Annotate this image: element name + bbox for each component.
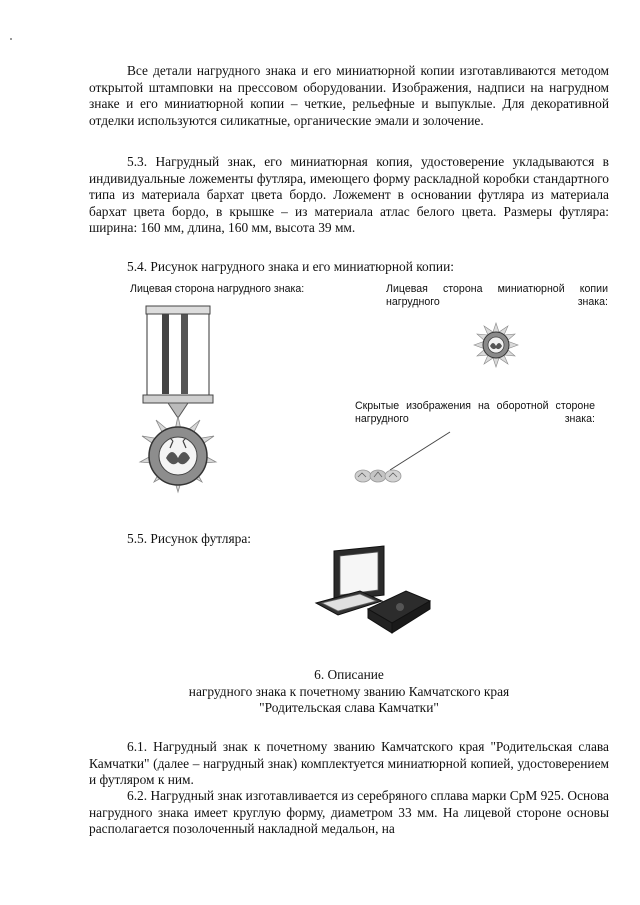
ribbon-stripe-right <box>181 313 188 394</box>
case-illustration <box>310 543 435 635</box>
badge-connector <box>168 403 188 418</box>
pointer-line <box>390 432 450 470</box>
label-hidden-images: Скрытые изображения на оборотной стороне нагрудного знака: <box>355 400 595 425</box>
case-lid-lining <box>340 552 378 595</box>
paragraph-5-4: 5.4. Рисунок нагрудного знака и его миниатюрной копии: <box>127 259 454 274</box>
section-title-line2: нагрудного знака к почетному званию Камчатского края <box>188 684 510 699</box>
section-title-line3: "Родительская слава Камчатки" <box>259 700 439 715</box>
section-title-line1: 6. Описание <box>314 667 384 682</box>
hidden-images-illustration <box>350 430 460 490</box>
badge-illustration <box>130 300 225 510</box>
ribbon-block <box>147 312 209 395</box>
scan-speck <box>10 38 12 40</box>
ribbon-top-bar <box>146 306 210 314</box>
label-front-side: Лицевая сторона нагрудного знака: <box>130 283 305 295</box>
paragraph-6-2: 6.2. Нагрудный знак изготавливается из серебряного сплава марки СрМ 925. Основа нагрудного знака имеет круглую форму, диаметром 33 мм. На лицевой стороне основы располагается позолоченный накладной медальон, на <box>89 788 609 836</box>
ribbon-stripe-left <box>162 313 169 394</box>
paragraph-intro: Все детали нагрудного знака и его миниатюрной копии изготавливаются методом открытой штамповки на прессовом оборудовании. Изображения, надписи на нагрудном знаке и его миниатюрной копии – четкие, рельефные и выпуклые. Для декоративной отделки используются силикатные, органические эмали и золочение. <box>89 63 609 128</box>
paragraph-6-1: 6.1. Нагрудный знак к почетному званию Камчатского края "Родительская слава Камчатки" (далее – нагрудный знак) комплектуется миниатюрной копией, удостоверением и футляром к ним. <box>89 739 609 787</box>
ribbon-bottom-bar <box>143 395 213 403</box>
medal-center <box>159 437 197 475</box>
paragraph-5-3: 5.3. Нагрудный знак, его миниатюрная копия, удостоверение укладываются в индивидуальные ложементы футляра, имеющего форму раскладной коробки стандартного типа из материала бархат цвета бордо. Ложемент в основании футляра из материала бархат цвета бордо, в крышке – из материала атлас белого цвета. Размеры футляра: ширина: 160 мм, длина, 160 мм, высота 39 мм. <box>89 154 609 235</box>
miniature-copy-illustration <box>473 322 519 368</box>
label-mini-copy: Лицевая сторона миниатюрной копии нагрудного знака: <box>386 283 608 308</box>
case-emblem-icon <box>396 603 404 611</box>
paragraph-5-5: 5.5. Рисунок футляра: <box>127 531 251 546</box>
